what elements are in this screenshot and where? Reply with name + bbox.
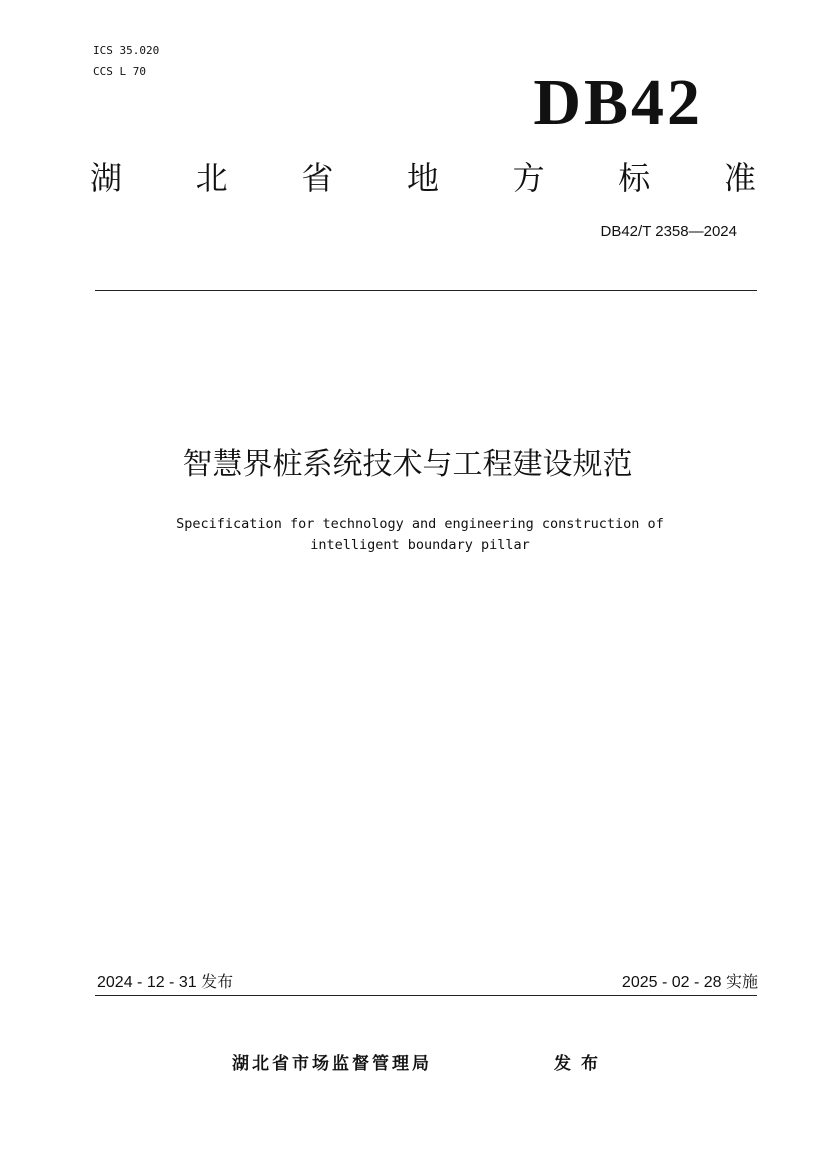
implementation-date: 2025 - 02 - 28 实施 — [621, 974, 758, 991]
classification-codes — [93, 40, 159, 82]
chinese-title: 智慧界桩系统技术与工程建设规范 — [182, 447, 633, 482]
release-date: 2024 - 12 - 31 发布 — [97, 974, 234, 991]
category-char: 标 — [618, 159, 651, 197]
category-char: 准 — [723, 159, 756, 197]
standard-mark: DB42 — [533, 66, 703, 139]
issuing-authority: 湖北省市场监督管理局 — [232, 1054, 432, 1074]
ccs-code: CCS L 70 — [93, 65, 146, 78]
footer-divider — [95, 995, 757, 996]
english-title-line: intelligent boundary pillar — [310, 537, 530, 553]
issuer-action: 发布 — [554, 1054, 608, 1074]
standard-category — [90, 158, 756, 198]
english-title — [100, 514, 740, 556]
ics-code: ICS 35.020 — [93, 44, 160, 57]
category-char: 地 — [406, 159, 439, 197]
english-title-line: Specification for technology and engineering construction of — [176, 516, 664, 532]
category-char: 方 — [512, 159, 545, 197]
category-char: 北 — [195, 159, 228, 197]
category-char: 省 — [301, 159, 334, 197]
standard-number: DB42/T 2358—2024 — [600, 223, 737, 240]
header-divider — [95, 290, 757, 291]
category-char: 湖 — [90, 159, 123, 197]
